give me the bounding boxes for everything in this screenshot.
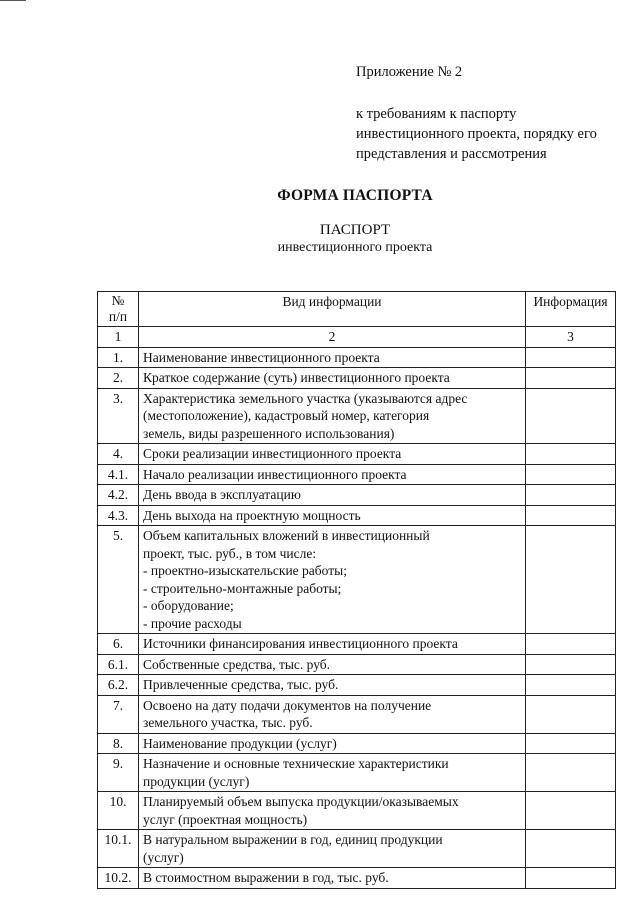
row-description-line: Сроки реализации инвестиционного проекта: [143, 446, 402, 461]
row-info-cell[interactable]: [526, 733, 616, 754]
row-description-line: День ввода в эксплуатацию: [143, 487, 301, 502]
table-row: [98, 830, 616, 868]
row-info-cell[interactable]: [526, 654, 616, 675]
row-description: [139, 464, 526, 485]
row-number: 6.: [98, 634, 139, 655]
passport-subtitle: инвестиционного проекта: [277, 240, 433, 255]
appendix-line: инвестиционного проекта, порядку его: [356, 126, 597, 142]
row-description-line: Назначение и основные технические характеристики: [143, 756, 449, 771]
row-number: 4.2.: [98, 485, 139, 506]
row-info-cell[interactable]: [526, 347, 616, 368]
index-cell: 2: [139, 327, 526, 348]
row-number: 6.2.: [98, 675, 139, 696]
row-description-line: - проектно-изыскательские работы;: [143, 563, 347, 578]
row-description-line: (услуг): [143, 849, 184, 865]
header-num-line2: п/п: [108, 309, 128, 324]
row-description-line: продукции (услуг): [143, 773, 250, 789]
row-description: [139, 505, 526, 526]
row-number: 10.: [98, 792, 139, 830]
table-body: [98, 347, 616, 888]
appendix-number: Приложение № 2: [356, 64, 463, 80]
row-info-cell[interactable]: [526, 754, 616, 792]
row-info-cell[interactable]: [526, 675, 616, 696]
row-description: [139, 368, 526, 389]
row-description: [139, 634, 526, 655]
row-description: [139, 792, 526, 830]
row-description-line: Источники финансирования инвестиционного проекта: [143, 636, 458, 651]
row-description-line: услуг (проектная мощность): [143, 811, 308, 827]
row-description-line: земельного участка, тыс. руб.: [143, 715, 313, 730]
row-number: 10.2.: [98, 868, 139, 889]
passport-table: [97, 291, 616, 889]
row-description-line: Привлеченные средства, тыс. руб.: [143, 677, 339, 692]
row-info-cell[interactable]: [526, 485, 616, 506]
scan-mark-top: [0, 0, 26, 1]
row-number: 1.: [98, 347, 139, 368]
row-info-cell[interactable]: [526, 464, 616, 485]
table-row: [98, 634, 616, 655]
row-description-line: Начало реализации инвестиционного проекта: [143, 466, 407, 482]
table-row: [98, 444, 616, 465]
row-description: [139, 868, 526, 889]
row-info-cell[interactable]: [526, 388, 616, 444]
row-number: 5.: [98, 526, 139, 634]
row-description-line: - строительно-монтажные работы;: [143, 580, 342, 596]
header-info: Информация: [526, 292, 616, 327]
row-description-line: проект, тыс. руб., в том числе:: [143, 545, 317, 561]
row-description: [139, 654, 526, 675]
row-description: [139, 444, 526, 465]
form-title: ФОРМА ПАСПОРТА: [277, 187, 433, 204]
table-row: [98, 464, 616, 485]
row-number: 8.: [98, 733, 139, 754]
row-description-line: Объем капитальных вложений в инвестиционный: [143, 528, 430, 543]
row-number: 6.1.: [98, 654, 139, 675]
index-cell: 3: [526, 327, 616, 348]
appendix-line: представления и рассмотрения: [356, 146, 547, 162]
row-description: [139, 675, 526, 696]
table-header-row: [98, 292, 616, 327]
table-index-row: [98, 327, 616, 348]
table-row: [98, 654, 616, 675]
row-number: 4.1.: [98, 464, 139, 485]
table-row: [98, 754, 616, 792]
table-row: [98, 526, 616, 634]
row-description: [139, 347, 526, 368]
row-description-line: Освоено на дату подачи документов на получение: [143, 697, 432, 713]
row-description: [139, 485, 526, 506]
row-description-line: День выхода на проектную мощность: [143, 507, 361, 523]
header-info-type: Вид информации: [139, 292, 526, 327]
index-cell: 1: [98, 327, 139, 348]
table-row: [98, 505, 616, 526]
row-number: 7.: [98, 695, 139, 733]
row-info-cell[interactable]: [526, 695, 616, 733]
header-num: [98, 292, 139, 327]
row-description: [139, 388, 526, 444]
table-row: [98, 695, 616, 733]
row-description-line: Наименование инвестиционного проекта: [143, 349, 380, 365]
row-description-line: В натуральном выражении в год, единиц продукции: [143, 832, 443, 847]
table-row: [98, 388, 616, 444]
row-info-cell[interactable]: [526, 505, 616, 526]
row-description-line: Краткое содержание (суть) инвестиционного проекта: [143, 370, 450, 385]
appendix-line: к требованиям к паспорту: [356, 106, 517, 122]
row-description-line: - оборудование;: [143, 598, 234, 613]
row-info-cell[interactable]: [526, 634, 616, 655]
row-description-line: Планируемый объем выпуска продукции/оказываемых: [143, 794, 459, 809]
passport-title: ПАСПОРТ: [319, 222, 391, 238]
row-description: [139, 733, 526, 754]
header-num-line1: №: [111, 293, 125, 308]
row-number: 2.: [98, 368, 139, 389]
row-description-line: Характеристика земельного участка (указываются адрес: [143, 390, 468, 406]
table-row: [98, 485, 616, 506]
appendix-block: [356, 62, 626, 164]
table-row: [98, 675, 616, 696]
table-row: [98, 792, 616, 830]
row-description-line: Собственные средства, тыс. руб.: [143, 656, 331, 672]
row-number: 4.3.: [98, 505, 139, 526]
row-description-line: В стоимостном выражении в год, тыс. руб.: [143, 870, 389, 885]
row-info-cell[interactable]: [526, 868, 616, 889]
table-row: [98, 733, 616, 754]
table-row: [98, 868, 616, 889]
row-description: [139, 754, 526, 792]
row-info-cell[interactable]: [526, 792, 616, 830]
row-description-line: Наименование продукции (услуг): [143, 735, 337, 751]
row-description: [139, 830, 526, 868]
row-info-cell[interactable]: [526, 830, 616, 868]
table-row: [98, 347, 616, 368]
row-number: 10.1.: [98, 830, 139, 868]
row-description-line: - прочие расходы: [143, 615, 242, 631]
row-description-line: (местоположение), кадастровый номер, категория: [143, 408, 430, 423]
table-row: [98, 368, 616, 389]
row-info-cell[interactable]: [526, 368, 616, 389]
row-description-line: земель, виды разрешенного использования): [143, 425, 395, 441]
row-number: 4.: [98, 444, 139, 465]
row-description: [139, 526, 526, 634]
row-description: [139, 695, 526, 733]
row-number: 9.: [98, 754, 139, 792]
row-info-cell[interactable]: [526, 444, 616, 465]
row-number: 3.: [98, 388, 139, 444]
row-info-cell[interactable]: [526, 526, 616, 634]
